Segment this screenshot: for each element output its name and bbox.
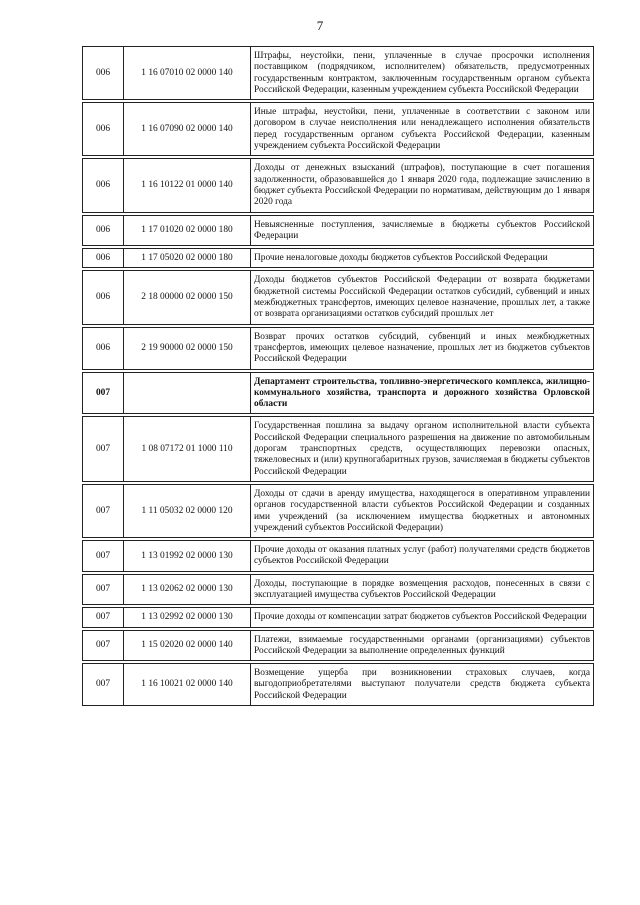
revenue-code-cell: 1 08 07172 01 1000 110 [124, 417, 251, 481]
table-row [83, 103, 594, 156]
page-number: 7 [316, 18, 324, 33]
admin-code-cell: 007 [83, 630, 124, 661]
table-row [83, 608, 594, 627]
revenue-code-cell: 2 19 90000 02 0000 150 [124, 327, 251, 369]
revenue-name-cell: Возврат прочих остатков субсидий, субвенций и иных межбюджетных трансфертов, имеющих целевое назначение, прошлых лет из бюджетов субъектов Российской Федерации [251, 327, 594, 369]
table-row [83, 541, 594, 572]
admin-code-cell: 006 [83, 215, 124, 246]
table-row [83, 484, 594, 537]
revenue-code-cell: 1 17 05020 02 0000 180 [124, 249, 251, 268]
table-row [83, 215, 594, 246]
table-row [83, 327, 594, 369]
revenue-name-cell: Штрафы, неустойки, пени, уплаченные в случае просрочки исполнения поставщиком (подрядчиком, исполнителем) обязательств, предусмотренных государственным контрактом, заключенным государственным органом субъекта Российской Федерации, казенным учреждением субъекта Российской Федерации [251, 47, 594, 100]
admin-code-cell: 007 [83, 484, 124, 537]
revenue-code-cell: 1 16 07010 02 0000 140 [124, 47, 251, 100]
revenue-name-cell: Платежи, взимаемые государственными органами (организациями) субъектов Российской Федерации за выполнение определенных функций [251, 630, 594, 661]
revenue-code-cell: 1 13 02062 02 0000 130 [124, 574, 251, 605]
table-row [83, 271, 594, 324]
revenue-codes-table [82, 46, 594, 706]
revenue-name-cell: Доходы бюджетов субъектов Российской Федерации от возврата бюджетами бюджетной системы Российской Федерации остатков субсидий, субвенций и иных межбюджетных трансфертов, имеющих целевое назначение, прошлых лет, а также от возврата организациями остатков субсидий прошлых лет [251, 271, 594, 324]
revenue-name-cell: Возмещение ущерба при возникновении страховых случаев, когда выгодоприобретателями выступают получатели средств бюджета субъекта Российской Федерации [251, 664, 594, 706]
revenue-name-cell: Государственная пошлина за выдачу органом исполнительной власти субъекта Российской Федерации специального разрешения на движение по автомобильным дорогам транспортных средств, осуществляющих перевозки опасных, тяжеловесных и (или) крупногабаритных грузов, зачисляемая в бюджеты субъектов Российской Федерации [251, 417, 594, 481]
admin-code-cell: 006 [83, 327, 124, 369]
revenue-code-cell: 1 15 02020 02 0000 140 [124, 630, 251, 661]
revenue-code-cell: 1 16 10122 01 0000 140 [124, 159, 251, 212]
admin-code-cell: 006 [83, 47, 124, 100]
table-row [83, 159, 594, 212]
admin-code-cell: 007 [83, 608, 124, 627]
admin-code-cell: 007 [83, 541, 124, 572]
revenue-name-cell: Доходы от денежных взысканий (штрафов), поступающие в счет погашения задолженности, образовавшейся до 1 января 2020 года, подлежащие зачислению в бюджет субъекта Российской Федерации по нормативам, действующим до 1 января 2020 года [251, 159, 594, 212]
table-row [83, 47, 594, 100]
table-row [83, 574, 594, 605]
revenue-code-cell: 2 18 00000 02 0000 150 [124, 271, 251, 324]
table-row [83, 630, 594, 661]
revenue-code-cell: 1 11 05032 02 0000 120 [124, 484, 251, 537]
department-row [83, 372, 594, 414]
table-row [83, 417, 594, 481]
revenue-code-cell: 1 13 01992 02 0000 130 [124, 541, 251, 572]
revenue-code-cell: 1 17 01020 02 0000 180 [124, 215, 251, 246]
admin-code-cell: 007 [83, 664, 124, 706]
revenue-name-cell: Невыясненные поступления, зачисляемые в бюджеты субъектов Российской Федерации [251, 215, 594, 246]
revenue-name-cell: Доходы, поступающие в порядке возмещения расходов, понесенных в связи с эксплуатацией имущества субъектов Российской Федерации [251, 574, 594, 605]
table-row [83, 664, 594, 706]
revenue-name-cell: Прочие доходы от компенсации затрат бюджетов субъектов Российской Федерации [251, 608, 594, 627]
table-row [83, 249, 594, 268]
table-body [83, 47, 594, 706]
revenue-code-cell: 1 16 10021 02 0000 140 [124, 664, 251, 706]
revenue-name-cell: Прочие доходы от оказания платных услуг (работ) получателями средств бюджетов субъектов Российской Федерации [251, 541, 594, 572]
revenue-code-cell: 1 13 02992 02 0000 130 [124, 608, 251, 627]
admin-code-cell: 007 [83, 372, 124, 414]
revenue-code-cell: 1 16 07090 02 0000 140 [124, 103, 251, 156]
admin-code-cell: 007 [83, 417, 124, 481]
revenue-name-cell: Иные штрафы, неустойки, пени, уплаченные в соответствии с законом или договором в случае неисполнения или ненадлежащего исполнения обязательств перед государственным органом субъекта Российской Федерации, казенным учреждением субъекта Российской Федерации [251, 103, 594, 156]
revenue-name-cell: Доходы от сдачи в аренду имущества, находящегося в оперативном управлении органов государственной власти субъектов Российской Федерации и созданных ими учреждений (за исключением имущества бюджетных и автономных учреждений субъектов Российской Федерации) [251, 484, 594, 537]
admin-code-cell: 006 [83, 249, 124, 268]
revenue-name-cell: Прочие неналоговые доходы бюджетов субъектов Российской Федерации [251, 249, 594, 268]
revenue-code-cell [124, 372, 251, 414]
revenue-name-cell: Департамент строительства, топливно-энергетического комплекса, жилищно-коммунального хозяйства, транспорта и дорожного хозяйства Орловской области [251, 372, 594, 414]
admin-code-cell: 006 [83, 103, 124, 156]
admin-code-cell: 006 [83, 271, 124, 324]
admin-code-cell: 007 [83, 574, 124, 605]
admin-code-cell: 006 [83, 159, 124, 212]
